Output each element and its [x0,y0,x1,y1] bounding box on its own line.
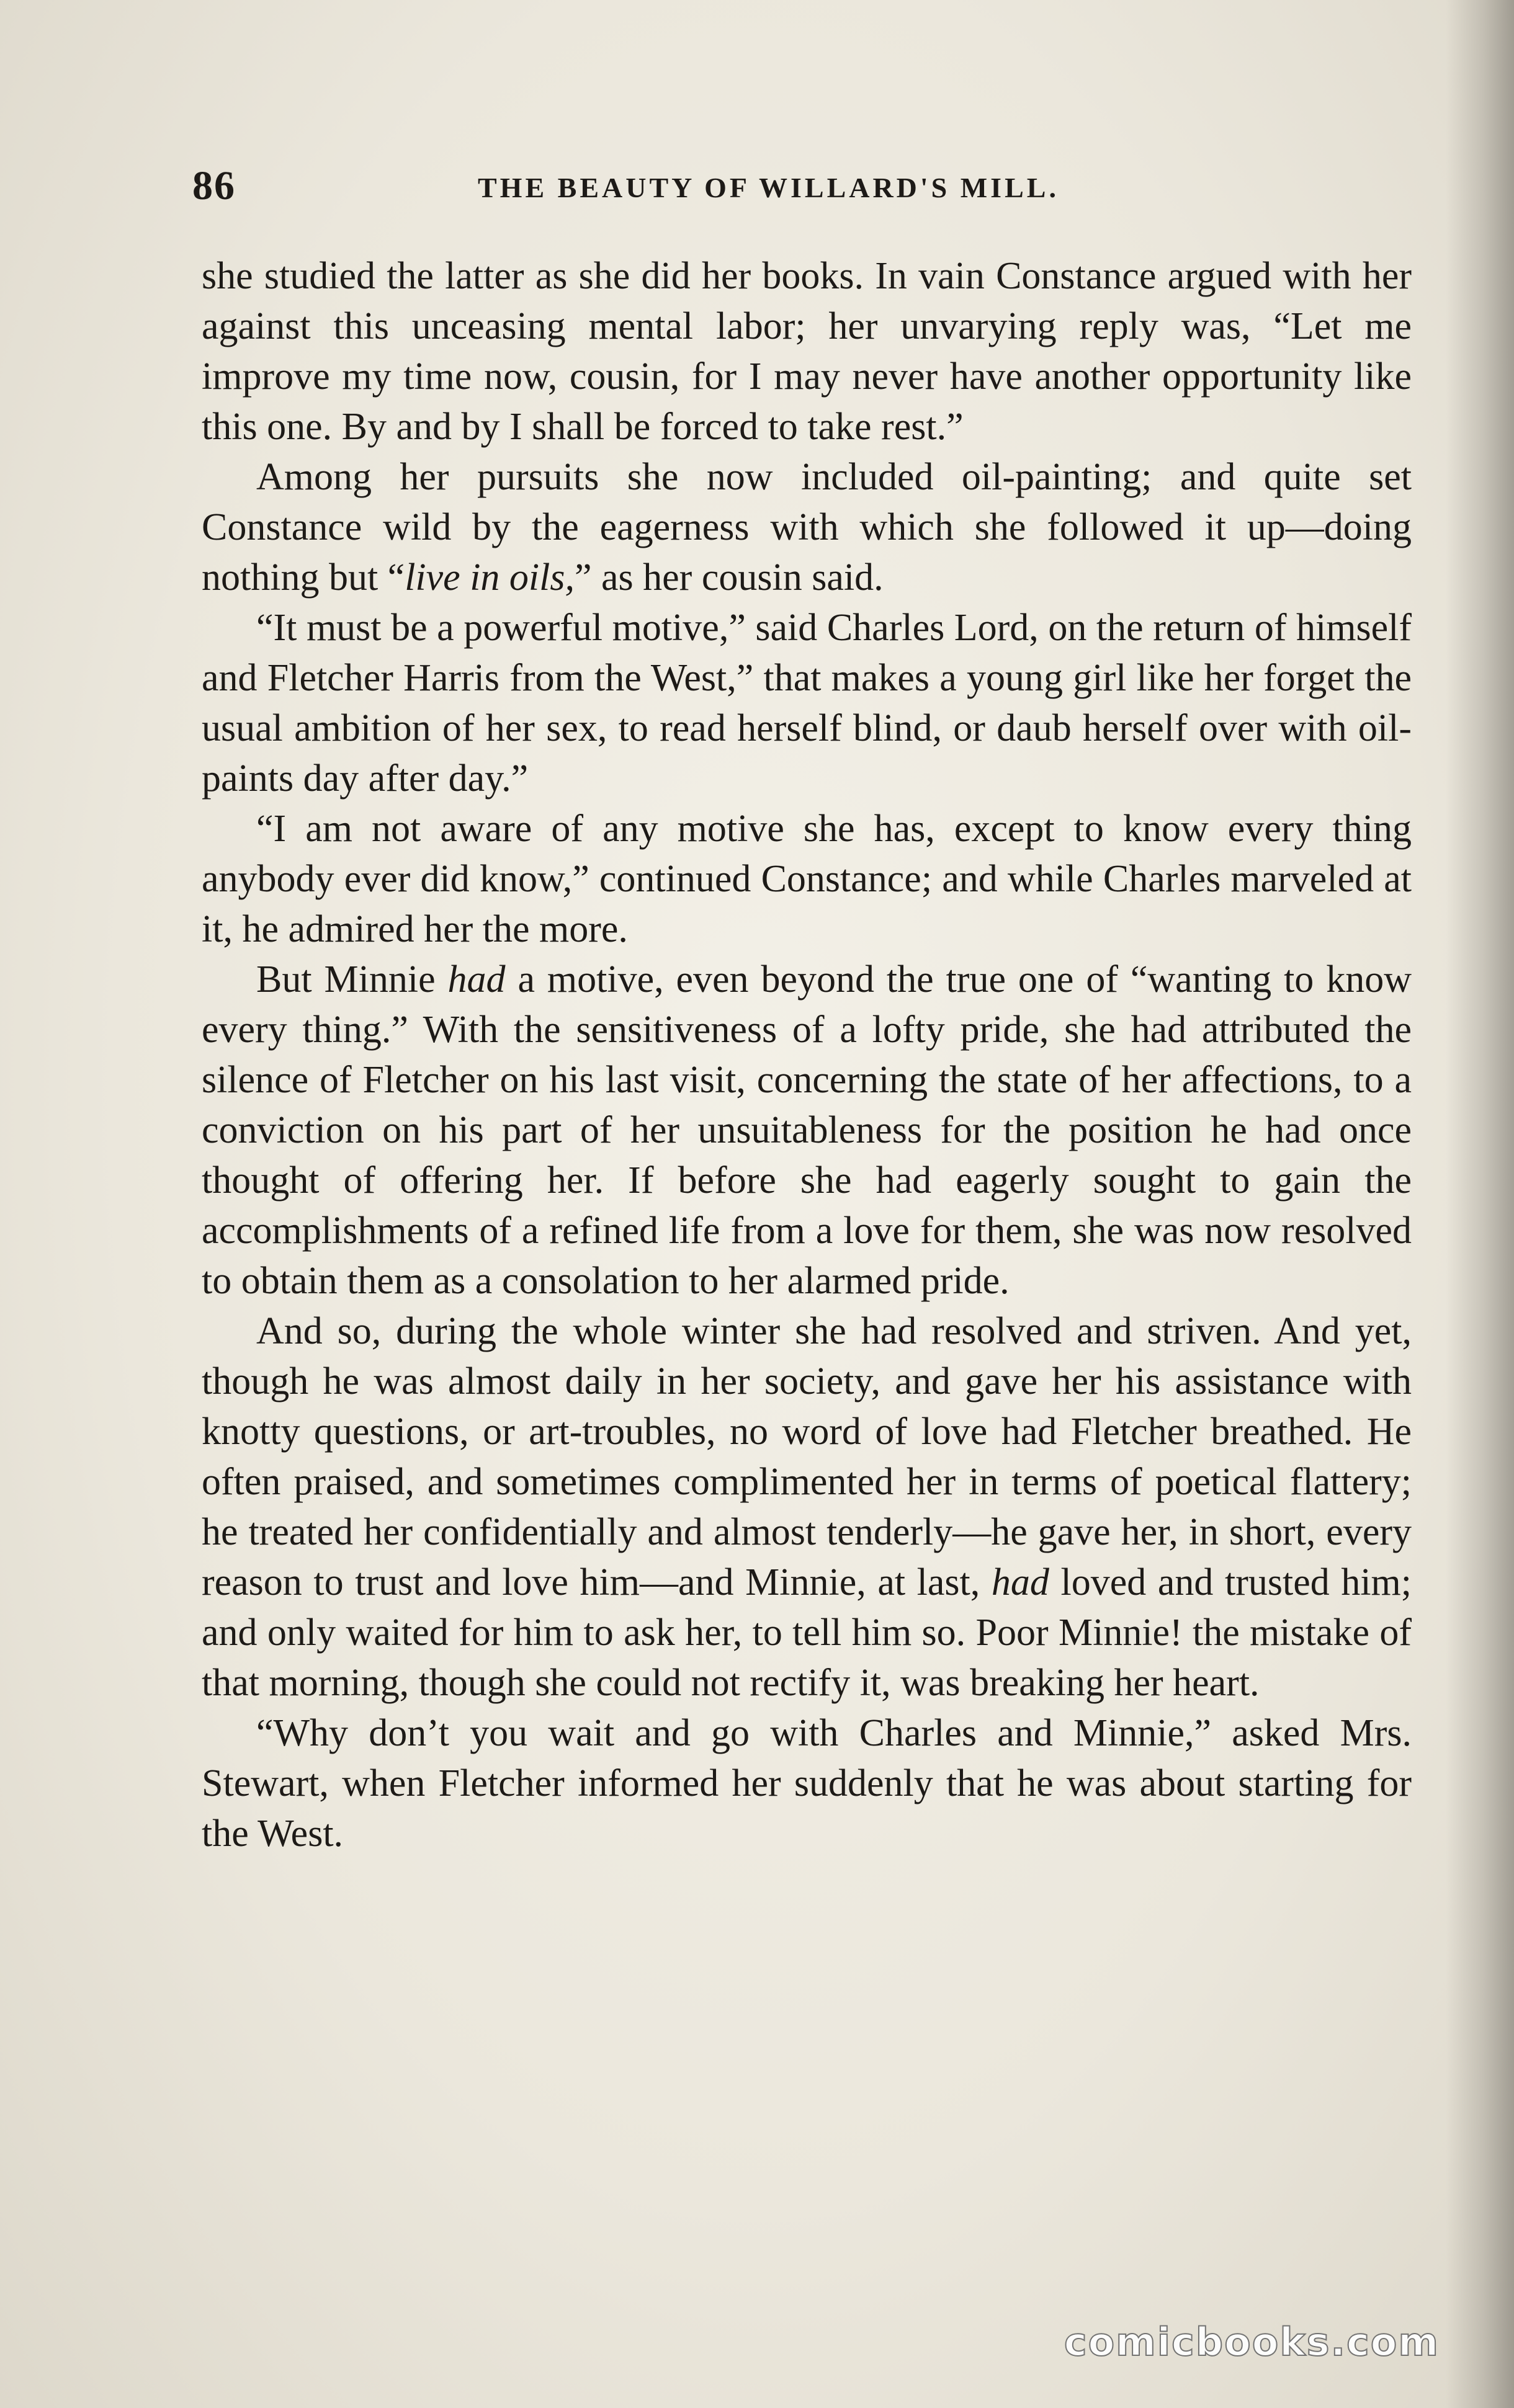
italic-word: had [447,958,506,1001]
paragraph-text: “Why don’t you wait and go with Charles and Minnie,” asked Mrs. Stewart, when Fletcher informed her suddenly that he was about starting for the West. [202,1712,1412,1855]
watermark-text: comicbooks.com [1064,2319,1440,2365]
paragraph-text: a motive, even beyond the true one of “wanting to know every thing.” With the sensitiveness of a lofty pride, she had attributed the silence of Fletcher on his last visit, concerning the state of her affections, to a conviction on his part of her unsuitableness for the position he had once thought of offering her. If before she had eagerly sought to gain the accomplishments of a refined life from a love for them, she was now resolved to obtain them as a consolation to her alarmed pride. [202,958,1412,1302]
paragraph-text: And so, during the whole winter she had resolved and striven. And yet, though he was almost daily in her society, and gave her his assistance with knotty questions, or art-troubles, no word of love had Fletcher breathed. He often praised, and sometimes complimented her in terms of poetical flattery; he treated her confidentially and almost tenderly—he gave her, in short, every reason to trust and love him—and Minnie, at last, [202,1310,1412,1603]
paragraph-text: she studied the latter as she did her books. In vain Constance argued with her against this unceasing mental labor; her unvarying reply was, “Let me improve my time now, cousin, for I may never have another opportunity like this one. By and by I shall be forced to take rest.” [202,255,1412,448]
paragraph-text: ” as her cousin said. [575,556,884,599]
spine-shadow [1446,0,1514,2408]
italic-phrase: live in oils, [405,556,575,599]
paragraph-5 [202,955,1412,1306]
running-head [192,163,1421,231]
body-text [202,251,1412,1859]
paragraph-4 [202,804,1412,955]
running-title: THE BEAUTY OF WILLARD'S MILL. [478,172,1059,203]
paragraph-text: “I am not aware of any motive she has, except to know every thing anybody ever did know,” continued Constance; and while Charles marveled at it, he admired her the more. [202,808,1412,950]
paragraph-1 [202,251,1412,452]
paragraph-text: Among her pursuits she now included oil-painting; and quite set Constance wild by the eagerness with which she followed it up—doing nothing but “ [202,456,1412,599]
page-number: 86 [192,163,236,208]
paragraph-text: But Minnie [256,958,448,1001]
paragraph-7 [202,1708,1412,1859]
paragraph-6 [202,1306,1412,1708]
paragraph-text: loved and trusted him; and only waited for him to ask her, to tell him so. Poor Minnie! the mistake of that morning, though she could not rectify it, was breaking her heart. [202,1561,1412,1704]
paragraph-2 [202,452,1412,603]
paragraph-3 [202,603,1412,804]
italic-word: had [991,1561,1049,1603]
paragraph-text: “It must be a powerful motive,” said Charles Lord, on the return of himself and Fletcher Harris from the West,” that makes a young girl like her forget the usual ambition of her sex, to read herself blind, or daub herself over with oil-paints day after day.” [202,607,1412,800]
